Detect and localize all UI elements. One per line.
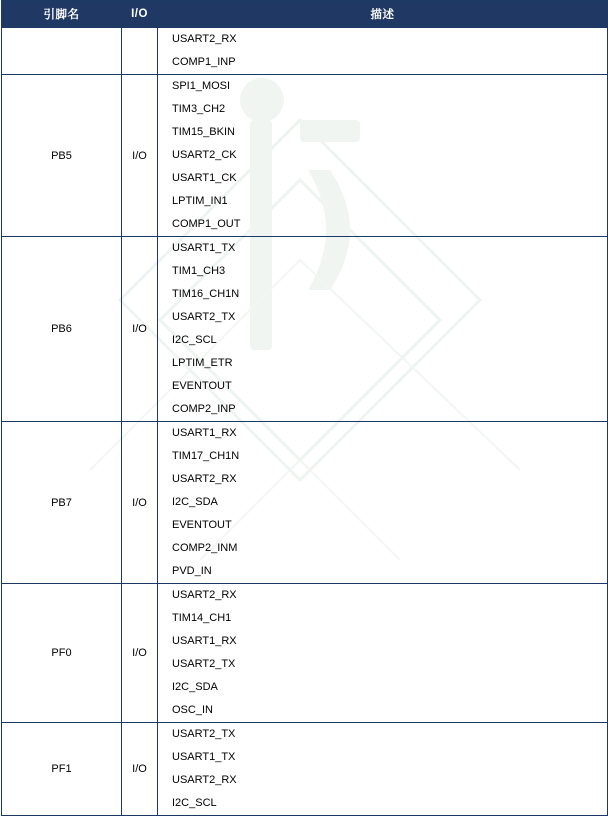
list-item: USART1_RX [172, 427, 237, 439]
function-list [158, 422, 607, 583]
function-list [158, 237, 607, 421]
cell-description [158, 422, 608, 584]
list-item: USART1_TX [172, 242, 236, 254]
cell-pin-name [2, 28, 122, 75]
cell-pin-name: PB7 [2, 422, 122, 584]
list-item: USART2_RX [172, 774, 237, 786]
list-item: COMP2_INP [172, 403, 236, 415]
list-item: LPTIM_ETR [172, 357, 233, 369]
list-item: COMP2_INM [172, 542, 238, 554]
list-item: USART1_TX [172, 751, 236, 763]
table-body [2, 28, 608, 816]
list-item: COMP1_OUT [172, 218, 241, 230]
list-item: COMP1_INP [172, 56, 236, 68]
table-header [2, 1, 608, 28]
function-list [158, 723, 607, 815]
cell-pin-name: PB5 [2, 75, 122, 237]
table-row [2, 28, 608, 75]
column-header-io: I/O [122, 1, 158, 28]
list-item: EVENTOUT [172, 380, 232, 392]
list-item: USART1_RX [172, 635, 237, 647]
list-item: USART2_CK [172, 149, 237, 161]
table-row [2, 422, 608, 584]
list-item: TIM16_CH1N [172, 288, 240, 300]
list-item: TIM17_CH1N [172, 450, 240, 462]
cell-description [158, 584, 608, 723]
cell-io: I/O [122, 75, 158, 237]
cell-description [158, 28, 608, 75]
cell-description [158, 723, 608, 816]
list-item: I2C_SCL [172, 797, 217, 809]
cell-pin-name: PF0 [2, 584, 122, 723]
cell-io: I/O [122, 584, 158, 723]
function-list [158, 28, 607, 74]
cell-description [158, 75, 608, 237]
cell-description [158, 237, 608, 422]
function-list [158, 584, 607, 722]
list-item: USART2_RX [172, 473, 237, 485]
table-header-row [2, 1, 608, 28]
list-item: USART2_TX [172, 658, 236, 670]
column-header-pin-name: 引脚名 [2, 1, 122, 28]
list-item: I2C_SDA [172, 681, 218, 693]
function-list [158, 75, 607, 236]
table-row [2, 723, 608, 816]
cell-pin-name: PB6 [2, 237, 122, 422]
list-item: PVD_IN [172, 565, 212, 577]
list-item: EVENTOUT [172, 519, 232, 531]
table-row [2, 584, 608, 723]
table-row [2, 75, 608, 237]
list-item: SPI1_MOSI [172, 80, 231, 92]
pin-description-table [1, 0, 608, 816]
list-item: USART2_RX [172, 33, 237, 45]
cell-io: I/O [122, 237, 158, 422]
list-item: LPTIM_IN1 [172, 195, 228, 207]
cell-io: I/O [122, 723, 158, 816]
cell-io [122, 28, 158, 75]
pin-table-container [1, 0, 607, 816]
list-item: OSC_IN [172, 704, 213, 716]
list-item: TIM15_BKIN [172, 126, 235, 138]
list-item: TIM1_CH3 [172, 265, 226, 277]
column-header-description: 描述 [158, 1, 608, 28]
list-item: I2C_SCL [172, 334, 217, 346]
table-row [2, 237, 608, 422]
list-item: USART2_TX [172, 728, 236, 740]
list-item: I2C_SDA [172, 496, 218, 508]
list-item: USART2_RX [172, 589, 237, 601]
cell-io: I/O [122, 422, 158, 584]
list-item: USART2_TX [172, 311, 236, 323]
list-item: TIM3_CH2 [172, 103, 226, 115]
list-item: TIM14_CH1 [172, 612, 232, 624]
list-item: USART1_CK [172, 172, 237, 184]
cell-pin-name: PF1 [2, 723, 122, 816]
